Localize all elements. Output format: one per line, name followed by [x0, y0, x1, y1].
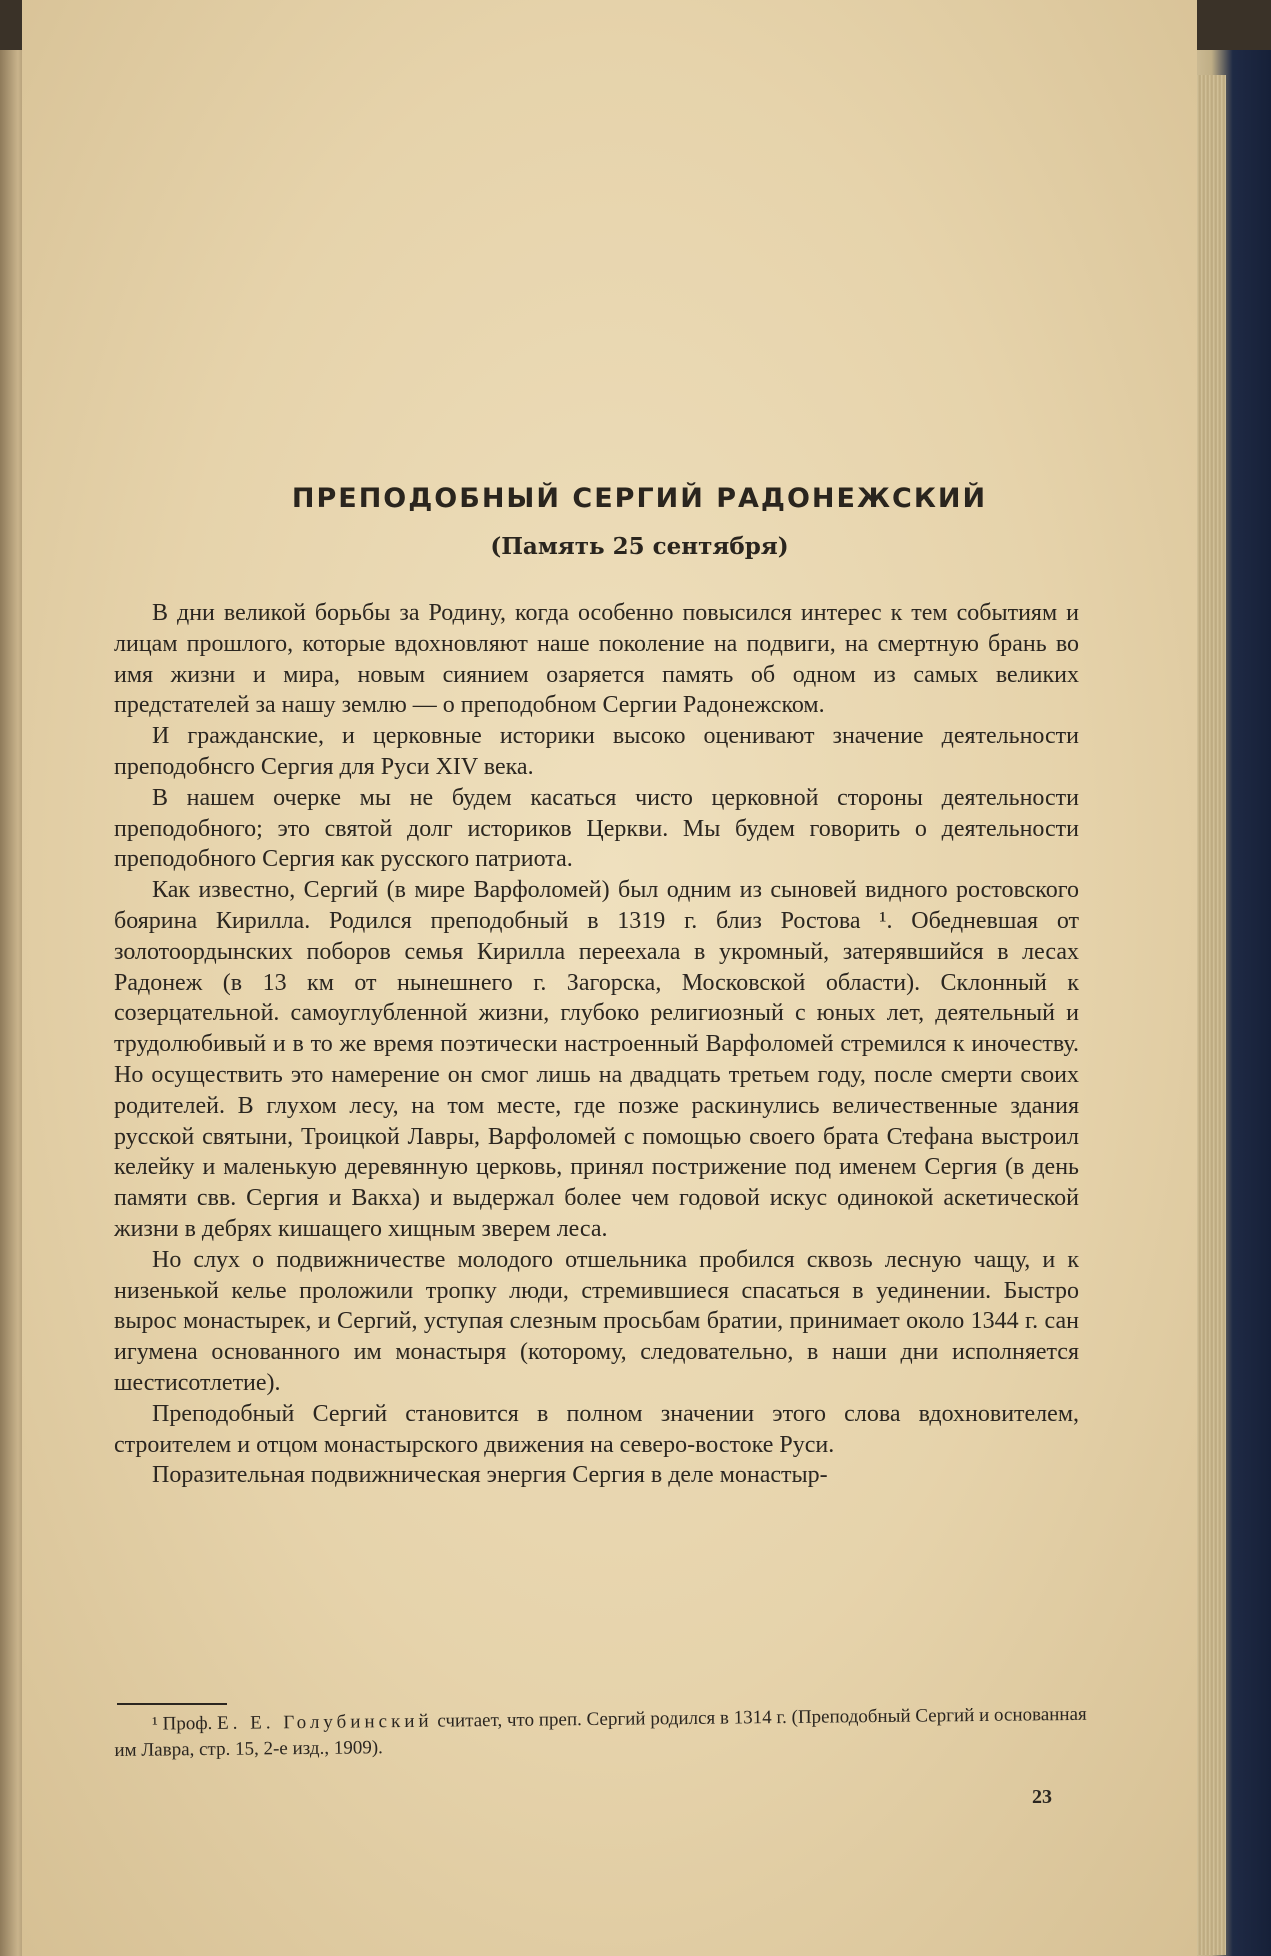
paragraph: И гражданские, и церковные историки высоко оценивают значение деятельности преподобнсго Сергия для Руси XIV века.: [114, 723, 1079, 780]
chapter-title: ПРЕПОДОБНЫЙ СЕРГИЙ РАДОНЕЖСКИЙ: [291, 483, 988, 514]
paragraph: Но слух о подвижничестве молодого отшельника пробился сквозь лесную чащу, и к низенькой келье проложили тропку люди, стремившиеся спасаться в уединении. Быстро вырос монастырек, и Сергий, уступая слезным просьбам братии, принимает около 1344 г. сан игумена основанного им монастыря (которому, следовательно, в наши дни исполняется шестисотлетие).: [114, 1246, 1079, 1396]
footnote-body: считает, что преп. Сергий родился в 1314 г. (Преподобный Сергий и основанная им Лавра, стр. 15, 2-е изд., 1909).: [114, 1703, 1087, 1761]
page-number: 23: [1032, 1786, 1052, 1808]
footnote-text: [114, 1702, 1094, 1764]
book-page: [22, 0, 1197, 1956]
body-text: [114, 598, 1079, 1491]
chapter-subtitle: (Память 25 сентября): [490, 533, 789, 560]
footnote-author: Е. Е. Голубинский: [217, 1710, 433, 1734]
footnote-prefix: Проф.: [162, 1712, 213, 1735]
footnote-divider: [117, 1703, 227, 1705]
footnote-marker: ¹: [152, 1713, 158, 1735]
paragraph: Поразительная подвижническая энергия Сергия в деле монастыр-: [152, 1462, 828, 1489]
paragraph: В нашем очерке мы не будем касаться чисто церковной стороны деятельности преподобного; это святой долг историков Церкви. Мы будем говорить о деятельности преподобного Сергия как русского патриота.: [114, 784, 1079, 873]
paragraph: Преподобный Сергий становится в полном значении этого слова вдохновителем, строителем и отцом монастырского движения на северо-востоке Руси.: [114, 1400, 1079, 1458]
paragraph: В дни великой борьбы за Родину, когда особенно повысился интерес к тем событиям и лицам прошлого, которые вдохновляют наше поколение на подвиги, на смертную брань во имя жизни и мира, новым сиянием озаряется память об одном из самых великих предстателей за нашу землю — о преподобном Сергии Радонежском.: [114, 600, 1079, 719]
footnote: [114, 1702, 1094, 1764]
paragraph: Как известно, Сергий (в мире Варфоломей) был одним из сыновей видного ростовского боярина Кирилла. Родился преподобный в 1319 г. близ Ростова ¹. Обедневшая от золотоордынских поборов семья Кирилла переехала в укромный, затерявшийся в лесах Радонеж (в 13 км от нынешнего г. Загорска, Московской области). Склонный к созерцательной. самоуглубленной жизни, глубоко религиозный с юных лет, деятельный и трудолюбивый и в то же время поэтически настроенный Варфоломей стремился к иночеству. Но осуществить это намерение он смог лишь на двадцать третьем году, после смерти своих родителей. В глухом лесу, на том месте, где позже раскинулись величественные здания русской святыни, Троицкой Лавры, Варфоломей с помощью своего брата Стефана выстроил келейку и маленькую деревянную церковь, принял пострижение под именем Сергия (в день памяти свв. Сергия и Вакха) и выдержал более чем годовой искус одинокой аскетической жизни в дебрях кишащего хищным зверем леса.: [114, 877, 1079, 1242]
